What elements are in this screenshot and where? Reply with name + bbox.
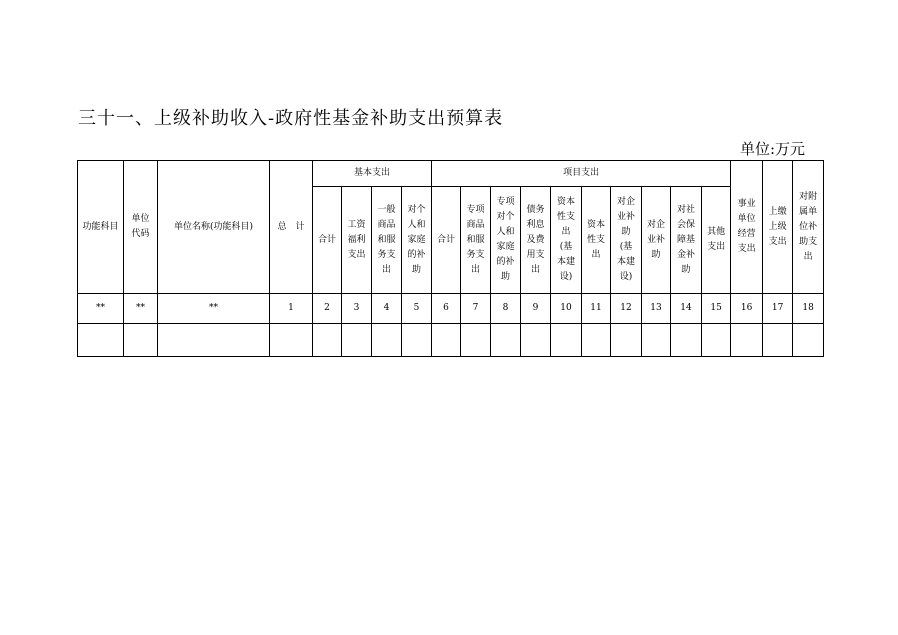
header-group-project-text: 项目支出	[563, 168, 600, 178]
header-basic-wage-text: 工资福利支出	[347, 219, 366, 260]
index-cell: 2	[313, 294, 342, 324]
data-row-empty	[78, 324, 824, 357]
empty-cell	[521, 324, 551, 357]
header-proj-personal-text: 专项对个人和家庭的补助	[496, 197, 515, 282]
header-func-subject	[78, 161, 124, 294]
empty-cell	[402, 324, 432, 357]
header-basic-personal	[402, 187, 432, 294]
header-proj-enterprise	[642, 187, 671, 294]
header-superior-text: 上缴上级支出	[768, 206, 787, 247]
header-unit-name	[158, 161, 270, 294]
header-subsidiary-text: 对附属单位补助支出	[799, 191, 818, 262]
index-cell: 5	[402, 294, 432, 324]
empty-cell	[270, 324, 313, 357]
empty-cell	[313, 324, 342, 357]
unit-label: 单位:万元	[740, 140, 806, 158]
document-title: 三十一、上级补助收入-政府性基金补助支出预算表	[78, 108, 504, 129]
header-unit-code-text: 单位代码	[131, 214, 150, 239]
header-basic-personal-text: 对个人和家庭的补助	[407, 204, 426, 275]
header-proj-capital-text: 资本性支出	[587, 219, 606, 260]
index-cell: 18	[793, 294, 824, 324]
header-proj-debt-text: 债务利息及费用支出	[526, 204, 545, 275]
header-group-basic	[313, 161, 432, 187]
empty-cell	[551, 324, 582, 357]
header-proj-capital	[582, 187, 611, 294]
index-cell: 11	[582, 294, 611, 324]
header-func-subject-text: 功能科目	[82, 221, 119, 232]
empty-cell	[78, 324, 124, 357]
empty-cell	[432, 324, 461, 357]
index-cell: 4	[372, 294, 402, 324]
header-row-groups	[78, 161, 824, 187]
empty-cell	[611, 324, 642, 357]
empty-cell	[702, 324, 731, 357]
empty-cell	[731, 324, 763, 357]
header-total-text: 总 计	[277, 221, 305, 232]
header-basic-goods-text: 一般商品和服务支出	[377, 204, 396, 275]
index-cell: 14	[671, 294, 702, 324]
header-proj-other	[702, 187, 731, 294]
header-proj-capital-build	[551, 187, 582, 294]
index-cell: 9	[521, 294, 551, 324]
header-total	[270, 161, 313, 294]
empty-cell	[372, 324, 402, 357]
header-group-project	[432, 161, 731, 187]
header-proj-total	[432, 187, 461, 294]
index-cell: **	[78, 294, 124, 324]
empty-cell	[124, 324, 158, 357]
index-cell: 1	[270, 294, 313, 324]
empty-cell	[793, 324, 824, 357]
index-cell: **	[158, 294, 270, 324]
header-proj-capital-build-text: 资本性支出(基本建设)	[557, 197, 576, 282]
header-basic-total-text: 合计	[317, 234, 336, 245]
index-row	[78, 294, 824, 324]
index-cell: 16	[731, 294, 763, 324]
header-subsidiary	[793, 161, 824, 294]
header-proj-personal	[491, 187, 521, 294]
empty-cell	[763, 324, 793, 357]
empty-cell	[671, 324, 702, 357]
header-proj-enterprise-text: 对企业补助	[647, 219, 666, 260]
index-cell: 15	[702, 294, 731, 324]
index-cell: 12	[611, 294, 642, 324]
empty-cell	[342, 324, 372, 357]
empty-cell	[461, 324, 491, 357]
header-proj-goods	[461, 187, 491, 294]
budget-table	[77, 160, 824, 357]
header-proj-enterprise-build	[611, 187, 642, 294]
index-cell: 7	[461, 294, 491, 324]
header-business-text: 事业单位经营支出	[737, 199, 756, 254]
header-group-basic-text: 基本支出	[354, 168, 391, 178]
header-proj-social-text: 对社会保障基金补助	[677, 204, 696, 275]
index-cell: 3	[342, 294, 372, 324]
header-unit-name-text: 单位名称(功能科目)	[173, 221, 254, 232]
index-cell: 8	[491, 294, 521, 324]
empty-cell	[582, 324, 611, 357]
header-proj-other-text: 其他支出	[707, 227, 726, 252]
empty-cell	[491, 324, 521, 357]
index-cell: **	[124, 294, 158, 324]
header-basic-wage	[342, 187, 372, 294]
empty-cell	[158, 324, 270, 357]
empty-cell	[642, 324, 671, 357]
index-cell: 10	[551, 294, 582, 324]
header-proj-social	[671, 187, 702, 294]
index-cell: 17	[763, 294, 793, 324]
header-business	[731, 161, 763, 294]
header-basic-total	[313, 187, 342, 294]
header-proj-enterprise-build-text: 对企业补助(基本建设)	[617, 197, 636, 282]
header-proj-goods-text: 专项商品和服务支出	[466, 204, 485, 275]
header-proj-debt	[521, 187, 551, 294]
header-proj-total-text: 合计	[437, 234, 456, 245]
header-unit-code	[124, 161, 158, 294]
header-basic-goods	[372, 187, 402, 294]
index-cell: 6	[432, 294, 461, 324]
index-cell: 13	[642, 294, 671, 324]
header-superior	[763, 161, 793, 294]
